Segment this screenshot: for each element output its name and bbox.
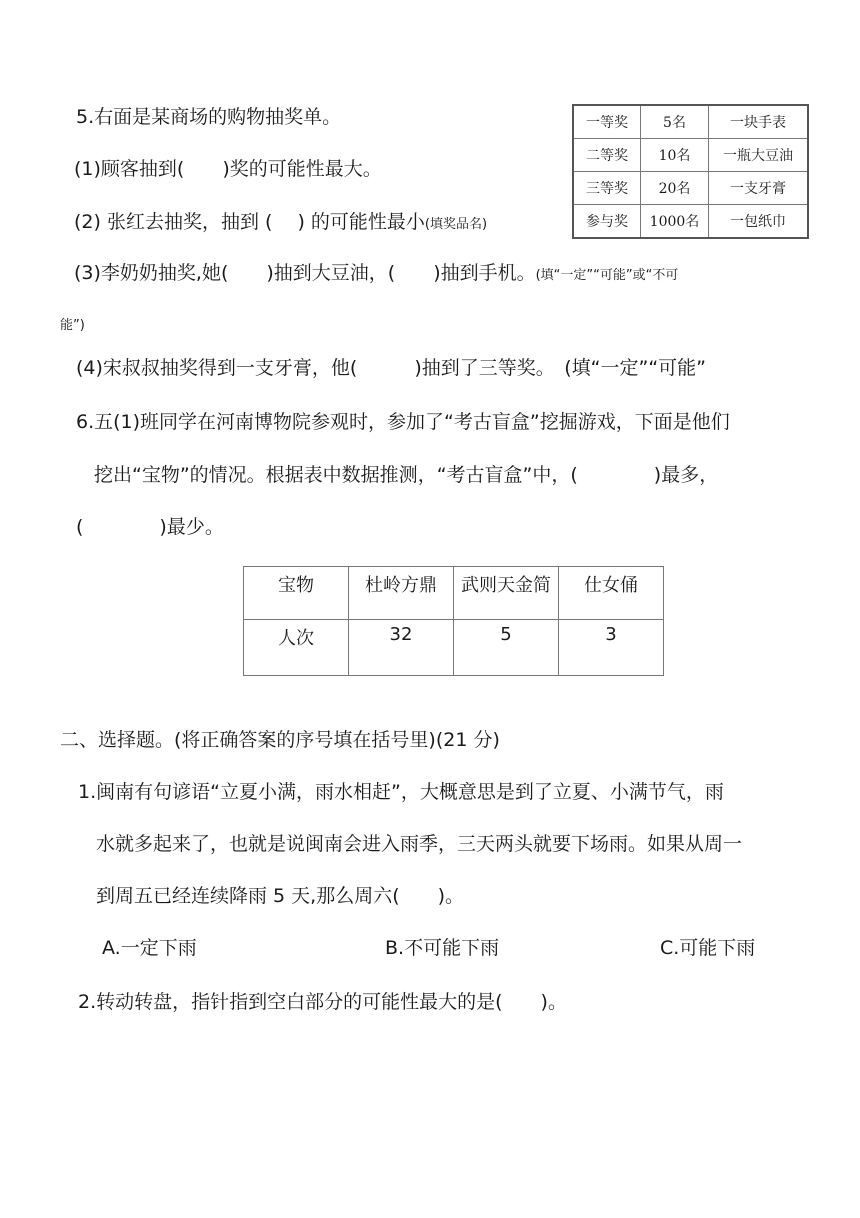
prize-level: 参与奖	[573, 205, 641, 239]
treasure-value: 3	[559, 620, 664, 676]
treasure-table	[243, 566, 664, 676]
prize-row	[573, 172, 808, 205]
prize-count: 1000名	[641, 205, 709, 239]
q5-sub2	[74, 211, 487, 234]
prize-item: 一瓶大豆油	[709, 139, 809, 172]
section2-q1-line3: 到周五已经连续降雨 5 天,那么周六( )。	[96, 885, 465, 907]
prize-item: 一包纸巾	[709, 205, 809, 239]
prize-item: 一块手表	[709, 105, 809, 139]
section2-title: 二、选择题。(将正确答案的序号填在括号里)(21 分)	[60, 729, 500, 751]
prize-table	[572, 104, 809, 239]
q5-sub1: (1)顾客抽到( )奖的可能性最大。	[74, 158, 382, 180]
treasure-value: 32	[349, 620, 454, 676]
section2-q1-line2: 水就多起来了，也就是说闽南会进入雨季，三天两头就要下场雨。如果从周一	[96, 833, 743, 855]
option-a: A.一定下雨	[102, 937, 197, 959]
treasure-header: 杜岭方鼎	[349, 567, 454, 620]
q5-intro: 5.右面是某商场的购物抽奖单。	[76, 106, 342, 128]
q5-sub3-text: (3)李奶奶抽奖,她( )抽到大豆油，( )抽到手机。	[74, 262, 536, 284]
section2-q2: 2.转动转盘，指针指到空白部分的可能性最大的是( )。	[78, 991, 567, 1013]
section2-q1-line1: 1.闽南有句谚语“立夏小满，雨水相赶”，大概意思是到了立夏、小满节气，雨	[78, 781, 724, 803]
treasure-value: 5	[454, 620, 559, 676]
q5-sub3-note-b: 能”)	[60, 318, 85, 333]
prize-count: 10名	[641, 139, 709, 172]
prize-item: 一支牙膏	[709, 172, 809, 205]
q6-line1: 6.五(1)班同学在河南博物院参观时，参加了“考古盲盒”挖掘游戏，下面是他们	[76, 411, 730, 433]
prize-count: 20名	[641, 172, 709, 205]
prize-row	[573, 205, 808, 239]
q5-sub4: (4)宋叔叔抽奖得到一支牙膏，他( )抽到了三等奖。 (填“一定”“可能”	[76, 357, 707, 379]
treasure-header-row	[244, 567, 664, 620]
q5-sub2-text: (2) 张红去抽奖，抽到 ( ) 的可能性最小	[74, 211, 425, 233]
treasure-header: 武则天金简	[454, 567, 559, 620]
prize-count: 5名	[641, 105, 709, 139]
prize-level: 一等奖	[573, 105, 641, 139]
q6-line2: 挖出“宝物”的情况。根据表中数据推测，“考古盲盒”中，( )最多，	[94, 464, 719, 486]
option-b: B.不可能下雨	[385, 937, 500, 959]
prize-row	[573, 139, 808, 172]
prize-row	[573, 105, 808, 139]
q5-sub3-note-a: (填“一定”“可能”或“不可	[535, 268, 679, 283]
treasure-row-label: 人次	[244, 620, 349, 676]
q6-line3: ( )最少。	[76, 516, 224, 538]
treasure-value-row	[244, 620, 664, 676]
treasure-header: 仕女俑	[559, 567, 664, 620]
treasure-header: 宝物	[244, 567, 349, 620]
prize-level: 二等奖	[573, 139, 641, 172]
q5-sub3	[74, 262, 678, 285]
prize-level: 三等奖	[573, 172, 641, 205]
q5-sub2-note: (填奖品名)	[424, 217, 488, 232]
option-c: C.可能下雨	[660, 937, 756, 959]
